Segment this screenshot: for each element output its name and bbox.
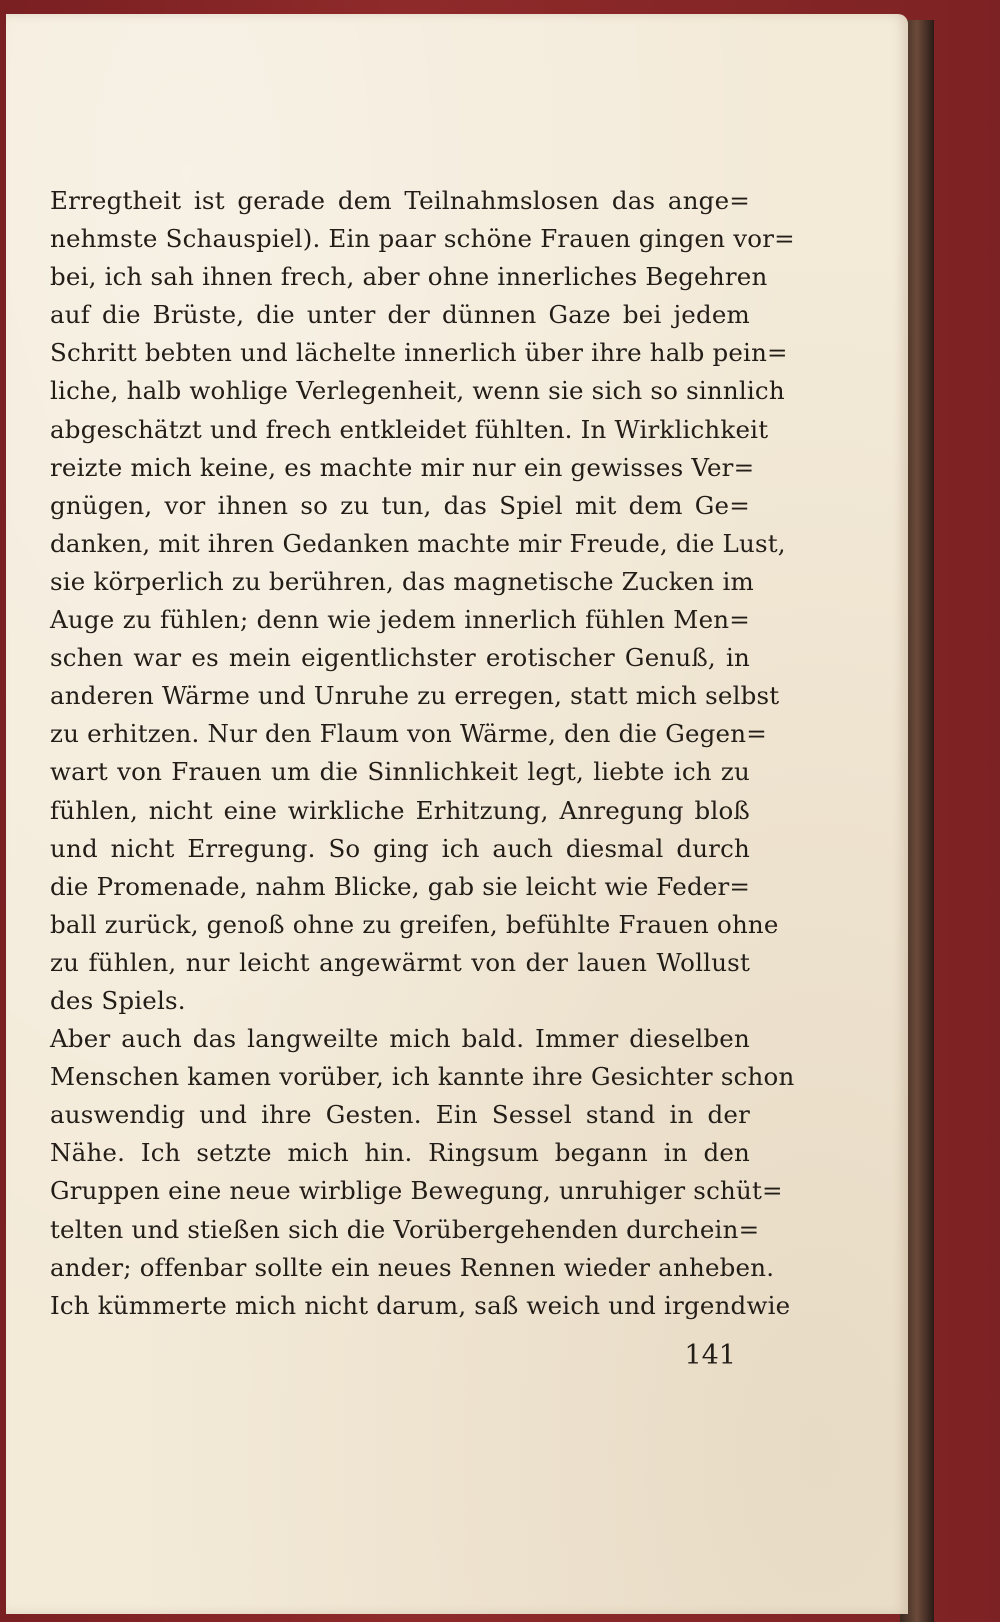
text-line: ander; offenbar sollte ein neues Rennen wieder anheben. <box>50 1252 775 1282</box>
text-line: fühlen, nicht eine wirkliche Erhitzung, Anregung bloß <box>50 795 750 825</box>
text-line: schen war es mein eigentlichster erotischer Genuß, in <box>50 643 750 673</box>
text-line: nehmste Schauspiel). Ein paar schöne Frauen gingen vor= <box>50 224 795 254</box>
text-line: zu fühlen, nur leicht angewärmt von der lauen Wollust <box>50 947 750 977</box>
text-line: Erregtheit ist gerade dem Teilnahmslosen das ange= <box>50 186 750 215</box>
text-line: des Spiels. <box>50 985 186 1015</box>
text-line: abgeschätzt und frech entkleidet fühlten. In Wirklichkeit <box>50 414 769 444</box>
text-line: sie körperlich zu berühren, das magnetische Zucken im <box>50 566 754 596</box>
text-line: liche, halb wohlige Verlegenheit, wenn sie sich so sinnlich <box>50 376 785 406</box>
text-line: telten und stießen sich die Vorübergehenden durchein= <box>50 1214 760 1244</box>
text-line: und nicht Erregung. So ging ich auch diesmal durch <box>50 833 750 863</box>
text-line: auswendig und ihre Gesten. Ein Sessel stand in der <box>50 1100 750 1130</box>
text-line: Ich kümmerte mich nicht darum, saß weich und irgendwie <box>50 1290 791 1320</box>
text-line: auf die Brüste, die unter der dünnen Gaze bei jedem <box>50 300 750 330</box>
text-line: ball zurück, genoß ohne zu greifen, befühlte Frauen ohne <box>50 909 779 939</box>
body-text <box>50 182 795 1325</box>
text-line: Schritt bebten und lächelte innerlich über ihre halb pein= <box>50 338 788 368</box>
book-page <box>6 14 908 1614</box>
text-line: reizte mich keine, es machte mir nur ein gewisses Ver= <box>50 452 755 482</box>
text-line: Aber auch das langweilte mich bald. Immer dieselben <box>50 1024 750 1054</box>
text-line: bei, ich sah ihnen frech, aber ohne innerliches Begehren <box>50 262 768 292</box>
text-line: danken, mit ihren Gedanken machte mir Freude, die Lust, <box>50 528 786 558</box>
text-line: Nähe. Ich setzte mich hin. Ringsum begann in den <box>50 1138 750 1168</box>
text-line: wart von Frauen um die Sinnlichkeit legt, liebte ich zu <box>50 757 750 787</box>
page-number: 141 <box>684 1340 736 1371</box>
text-line: anderen Wärme und Unruhe zu erregen, statt mich selbst <box>50 681 780 711</box>
text-line: Gruppen eine neue wirblige Bewegung, unruhiger schüt= <box>50 1176 783 1206</box>
text-line: gnügen, vor ihnen so zu tun, das Spiel mit dem Ge= <box>50 490 750 520</box>
text-line: Menschen kamen vorüber, ich kannte ihre Gesichter schon <box>50 1062 795 1092</box>
text-line: die Promenade, nahm Blicke, gab sie leicht wie Feder= <box>50 871 751 901</box>
text-line: zu erhitzen. Nur den Flaum von Wärme, den die Gegen= <box>50 719 767 749</box>
text-line: Auge zu fühlen; denn wie jedem innerlich fühlen Men= <box>50 605 750 635</box>
